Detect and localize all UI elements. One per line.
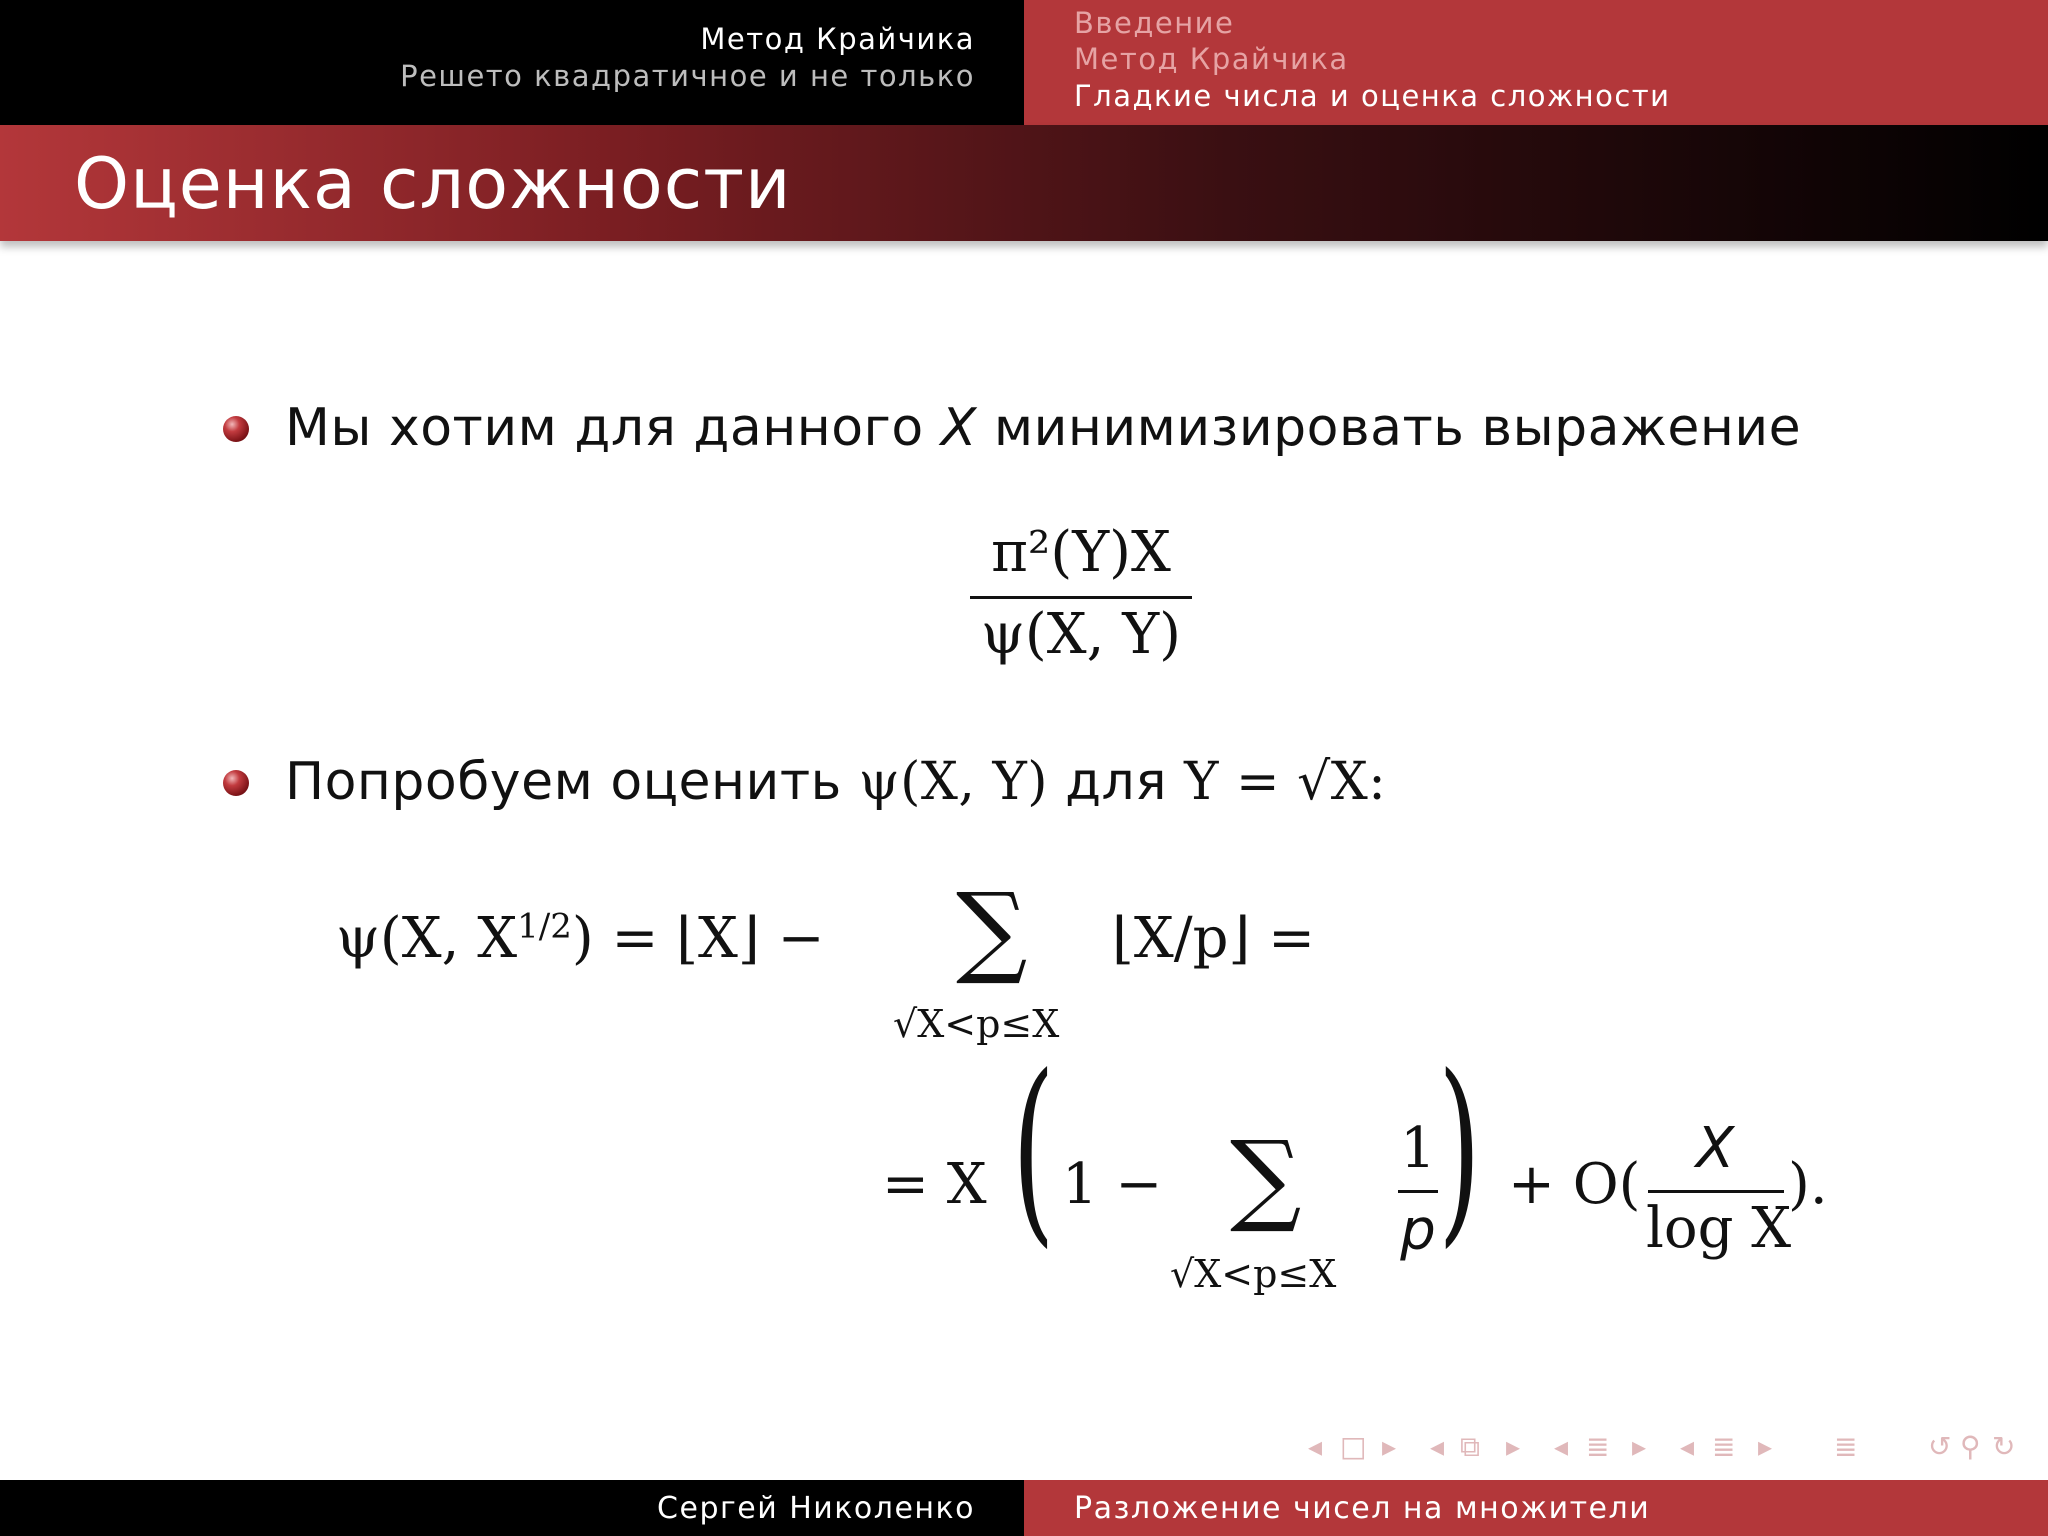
o-numerator: X	[1695, 1116, 1735, 1181]
left-paren: (	[1012, 1033, 1055, 1266]
nav-frame-prev-icon[interactable]: ◂	[1308, 1430, 1323, 1463]
footer-talk-title: Разложение чисел на множители	[1074, 1491, 1651, 1526]
formula-end: ).	[1788, 1152, 1828, 1217]
bullet-text-2	[285, 752, 1386, 812]
o-denominator: log X	[1646, 1196, 1792, 1261]
sum-symbol-1: ∑	[956, 871, 1028, 988]
bullet-2-psi: ψ(X, Y)	[858, 752, 1049, 812]
section-link-intro[interactable]: Введение	[1074, 6, 1235, 40]
nav-subsection-next-icon[interactable]: ▸	[1506, 1430, 1521, 1463]
floor-x-minus: ) = ⌊X⌋ −	[571, 906, 825, 971]
nav-section-next-icon[interactable]: ▸	[1632, 1430, 1647, 1463]
sum-range-1: √X<p≤X	[893, 1002, 1060, 1046]
psi-expression: ψ(X, X	[336, 906, 518, 971]
nav-doc-icon[interactable]: ≣	[1712, 1430, 1736, 1463]
sum-symbol-2: ∑	[1230, 1119, 1302, 1236]
formula2-line1-lhs	[336, 906, 824, 971]
nav-toc-icon[interactable]: ≣	[1834, 1430, 1858, 1463]
footer-author: Сергей Николенко	[657, 1491, 975, 1526]
frac-one: 1	[1400, 1116, 1436, 1181]
header-bar	[0, 0, 2048, 125]
footer-bar	[0, 1480, 2048, 1536]
formula2-line2-lhs: = X	[882, 1152, 987, 1217]
nav-back-icon[interactable]: ↺	[1928, 1430, 1952, 1463]
bullet-1-tail: минимизировать выражение	[993, 398, 1802, 458]
bullet-icon	[223, 416, 249, 442]
frac-p: p	[1400, 1198, 1436, 1263]
fraction-bar	[970, 596, 1192, 599]
bullet-1-variable: X	[940, 398, 977, 458]
frame-title-bar	[0, 125, 2048, 241]
nav-frame-icon[interactable]: □	[1340, 1430, 1367, 1463]
nav-section-icon[interactable]: ≣	[1586, 1430, 1610, 1463]
footer-right	[1024, 1480, 2048, 1536]
fraction-bar	[1398, 1190, 1438, 1193]
bullet-2-equation: Y = √X:	[1184, 752, 1387, 812]
navigation-symbols	[1300, 1430, 2040, 1470]
nav-search-icon[interactable]: ⚲	[1960, 1430, 1981, 1463]
floor-x-over-p: ⌊X/p⌋ =	[1112, 906, 1315, 971]
nav-doc-next-icon[interactable]: ▸	[1758, 1430, 1773, 1463]
footer-left	[0, 1480, 1024, 1536]
nav-forward-icon[interactable]: ↻	[1992, 1430, 2016, 1463]
fraction-bar	[1648, 1190, 1784, 1193]
bullet-1-text: Мы хотим для данного	[285, 398, 924, 458]
frame-title: Оценка сложности	[74, 143, 792, 225]
header-subtitle: Решето квадратичное и не только	[400, 59, 975, 93]
big-o: + O(	[1508, 1152, 1641, 1217]
bullet-icon	[223, 770, 249, 796]
nav-frame-next-icon[interactable]: ▸	[1382, 1430, 1397, 1463]
formula-objective	[966, 512, 1196, 672]
sum-range-2: √X<p≤X	[1170, 1252, 1337, 1296]
header-title: Метод Крайчика	[700, 22, 975, 56]
formula-denominator: ψ(X, Y)	[980, 602, 1182, 667]
one-minus: 1 −	[1062, 1152, 1163, 1217]
bullet-2-mid: для	[1065, 752, 1168, 812]
nav-subsection-prev-icon[interactable]: ◂	[1430, 1430, 1445, 1463]
section-link-kraitchik[interactable]: Метод Крайчика	[1074, 42, 1349, 76]
header-left	[0, 0, 1024, 125]
bullet-text-1	[285, 398, 1801, 458]
right-paren: )	[1438, 1033, 1481, 1266]
section-link-smooth-numbers[interactable]: Гладкие числа и оценка сложности	[1074, 79, 1671, 113]
bullet-2-text: Попробуем оценить	[285, 752, 842, 812]
section-navigation	[1024, 0, 2048, 125]
nav-subsection-icon[interactable]: ⧉	[1460, 1430, 1480, 1463]
exponent: 1/2	[517, 906, 572, 947]
nav-section-prev-icon[interactable]: ◂	[1554, 1430, 1569, 1463]
formula-numerator: π²(Y)X	[991, 520, 1171, 585]
nav-doc-prev-icon[interactable]: ◂	[1680, 1430, 1695, 1463]
